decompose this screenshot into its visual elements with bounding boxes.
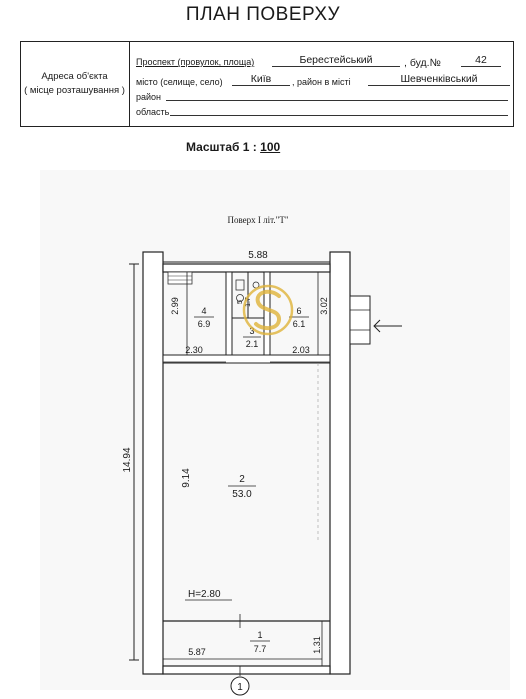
room-area: 6.9 xyxy=(197,319,211,329)
stairs-icon xyxy=(168,272,192,284)
room-number: 1 xyxy=(257,630,263,640)
street-label: Проспект (провулок, площа) xyxy=(136,57,255,67)
wall-bottom xyxy=(163,666,330,674)
room-number: 6 xyxy=(296,306,302,316)
wall-top xyxy=(163,264,330,272)
city-value: Київ xyxy=(232,73,290,86)
dim-room1-width: 5.87 xyxy=(188,647,206,657)
city-label: місто (селище, село) xyxy=(136,77,223,87)
room-area: 6.1 xyxy=(292,319,306,329)
region-label: область xyxy=(136,107,170,117)
plan-background xyxy=(40,170,510,690)
room-area: 53.0 xyxy=(232,489,252,500)
partition-right xyxy=(264,272,270,355)
scale-label: Масштаб 1 : xyxy=(186,140,257,154)
room-number: 4 xyxy=(201,306,207,316)
address-label: Адреса об'єкта xyxy=(41,71,108,82)
building-number: 42 xyxy=(461,54,501,67)
location-label: ( місце розташування ) xyxy=(24,85,125,96)
scale-value: 100 xyxy=(260,140,281,154)
city-district-label: , район в місті xyxy=(292,77,351,87)
page-title: ПЛАН ПОВЕРХУ xyxy=(185,4,341,25)
room-number: 3 xyxy=(249,326,255,336)
ceiling-height: H=2.80 xyxy=(188,589,221,600)
district-row xyxy=(136,92,516,106)
floor-plan xyxy=(0,150,526,699)
dim-room4-height: 2.99 xyxy=(170,297,180,315)
address-label-cell xyxy=(20,41,130,127)
dim-total-length: 14.94 xyxy=(122,447,133,473)
room-area: 1.7 xyxy=(245,297,252,307)
dim-top-width: 5.88 xyxy=(248,250,268,261)
wall-left xyxy=(143,252,163,674)
region-row xyxy=(136,107,516,121)
city-row xyxy=(136,73,516,91)
dim-room6-width: 2.03 xyxy=(292,345,310,355)
dim-room4-width: 2.30 xyxy=(185,345,203,355)
dim-room1-depth: 1.31 xyxy=(312,636,322,654)
room-number: 2 xyxy=(239,474,245,485)
wall-right xyxy=(330,252,350,674)
room-area: 7.7 xyxy=(253,644,267,654)
room-number: 5 xyxy=(237,300,244,304)
street-value: Берестейський xyxy=(272,54,400,67)
room-area: 2.1 xyxy=(245,339,259,349)
partition-left xyxy=(226,272,232,355)
district-label: район xyxy=(136,92,162,102)
floor-title: Поверх I літ."Т" xyxy=(227,215,289,225)
entrance-porch xyxy=(350,296,370,344)
building-label: , буд.№ xyxy=(404,57,441,69)
dim-room2-length: 9.14 xyxy=(181,468,192,488)
dim-room6-height: 3.02 xyxy=(319,297,329,315)
axis-marker-label: 1 xyxy=(237,682,243,693)
street-row xyxy=(136,54,516,71)
city-district-value: Шевченківський xyxy=(368,73,510,86)
